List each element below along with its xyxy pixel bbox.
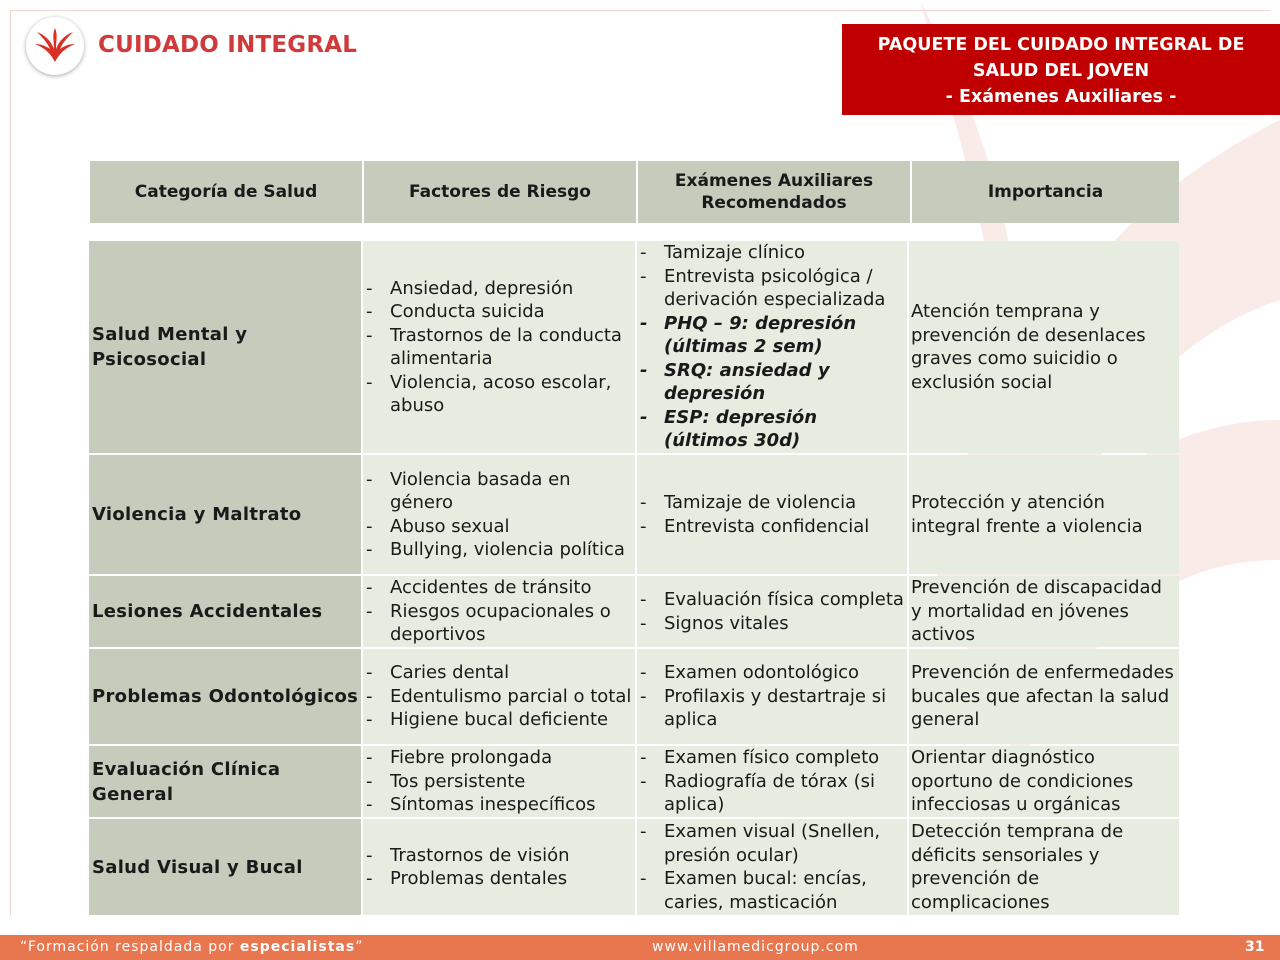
exam-item: - Profilaxis y destartraje si aplica bbox=[637, 685, 907, 732]
row-importance: Atención temprana y prevención de desenlaces graves como suicidio o exclusión social bbox=[907, 241, 1179, 453]
risk-item: - Conducta suicida bbox=[363, 300, 635, 324]
row-importance: Protección y atención integral frente a violencia bbox=[907, 455, 1179, 574]
risk-item: - Violencia, acoso escolar, abuso bbox=[363, 371, 635, 418]
footer-bar bbox=[0, 935, 1280, 960]
frame-line-left bbox=[10, 10, 11, 915]
table-row bbox=[89, 241, 1179, 453]
risk-item: - Tos persistente bbox=[363, 770, 635, 794]
brand-title: CUIDADO INTEGRAL bbox=[98, 32, 358, 58]
row-category: Lesiones Accidentales bbox=[89, 576, 361, 647]
row-exams bbox=[635, 576, 907, 647]
table-row bbox=[89, 746, 1179, 817]
risk-item: - Edentulismo parcial o total bbox=[363, 685, 635, 709]
exam-item: - Evaluación física completa bbox=[637, 588, 907, 612]
row-category: Evaluación Clínica General bbox=[89, 746, 361, 817]
footer-slogan-start: “Formación respaldada por bbox=[20, 939, 240, 955]
frame-line-top bbox=[10, 10, 1270, 11]
exam-item: - Examen odontológico bbox=[637, 661, 907, 685]
row-exams bbox=[635, 819, 907, 915]
risk-item: - Riesgos ocupacionales o deportivos bbox=[363, 600, 635, 647]
row-importance: Prevención de discapacidad y mortalidad en jóvenes activos bbox=[907, 576, 1179, 647]
exam-item: - ESP: depresión (últimos 30d) bbox=[637, 406, 907, 453]
risk-item: - Abuso sexual bbox=[363, 515, 635, 539]
risk-item: - Síntomas inespecíficos bbox=[363, 793, 635, 817]
row-category: Problemas Odontológicos bbox=[89, 649, 361, 744]
slide-title-box bbox=[842, 24, 1280, 115]
slide-title-line-3: - Exámenes Auxiliares - bbox=[945, 87, 1177, 107]
table-row bbox=[89, 576, 1179, 647]
footer-website-link[interactable]: www.villamedicgroup.com bbox=[652, 939, 859, 955]
row-importance: Orientar diagnóstico oportuno de condiciones infecciosas u orgánicas bbox=[907, 746, 1179, 817]
risk-item: - Ansiedad, depresión bbox=[363, 277, 635, 301]
risk-item: - Higiene bucal deficiente bbox=[363, 708, 635, 732]
row-exams bbox=[635, 649, 907, 744]
risk-item: - Violencia basada en género bbox=[363, 468, 635, 515]
row-risk-factors bbox=[361, 649, 635, 744]
footer-slogan-end: ” bbox=[355, 939, 364, 955]
row-category: Violencia y Maltrato bbox=[89, 455, 361, 574]
exam-item: - Tamizaje clínico bbox=[637, 241, 907, 265]
risk-item: - Trastornos de visión bbox=[363, 844, 635, 868]
footer-slogan bbox=[20, 939, 363, 955]
risk-item: - Trastornos de la conducta alimentaria bbox=[363, 324, 635, 371]
column-header-risk-factors: Factores de Riesgo bbox=[364, 161, 636, 223]
exam-item: - PHQ – 9: depresión (últimas 2 sem) bbox=[637, 312, 907, 359]
column-header-importance: Importancia bbox=[912, 161, 1179, 223]
column-header-category: Categoría de Salud bbox=[90, 161, 362, 223]
exam-item: - Entrevista confidencial bbox=[637, 515, 907, 539]
slide-title-line-1: PAQUETE DEL CUIDADO INTEGRAL DE bbox=[877, 35, 1245, 55]
row-risk-factors bbox=[361, 746, 635, 817]
risk-item: - Caries dental bbox=[363, 661, 635, 685]
exam-item: - Examen bucal: encías, caries, masticación bbox=[637, 867, 907, 914]
table-row bbox=[89, 819, 1179, 915]
column-header-exams: Exámenes Auxiliares Recomendados bbox=[638, 161, 910, 223]
exam-item: - SRQ: ansiedad y depresión bbox=[637, 359, 907, 406]
row-category: Salud Visual y Bucal bbox=[89, 819, 361, 915]
row-exams bbox=[635, 746, 907, 817]
row-risk-factors bbox=[361, 576, 635, 647]
exam-item: - Signos vitales bbox=[637, 612, 907, 636]
row-importance: Prevención de enfermedades bucales que afectan la salud general bbox=[907, 649, 1179, 744]
row-exams bbox=[635, 455, 907, 574]
table-row bbox=[89, 455, 1179, 574]
risk-item: - Bullying, violencia política bbox=[363, 538, 635, 562]
page-number: 31 bbox=[1245, 939, 1265, 955]
row-importance: Detección temprana de déficits sensoriales y prevención de complicaciones bbox=[907, 819, 1179, 915]
risk-item: - Problemas dentales bbox=[363, 867, 635, 891]
risk-item: - Fiebre prolongada bbox=[363, 746, 635, 770]
footer-slogan-bold: especialistas bbox=[239, 939, 356, 955]
exam-item: - Examen físico completo bbox=[637, 746, 907, 770]
row-exams bbox=[635, 241, 907, 453]
exam-item: - Examen visual (Snellen, presión ocular) bbox=[637, 820, 907, 867]
exam-item: - Tamizaje de violencia bbox=[637, 491, 907, 515]
table-row bbox=[89, 649, 1179, 744]
exam-item: - Radiografía de tórax (si aplica) bbox=[637, 770, 907, 817]
row-risk-factors bbox=[361, 455, 635, 574]
phoenix-logo-icon bbox=[33, 26, 77, 66]
slide-title-line-2: SALUD DEL JOVEN bbox=[972, 61, 1150, 81]
row-category: Salud Mental y Psicosocial bbox=[89, 241, 361, 453]
row-risk-factors bbox=[361, 241, 635, 453]
risk-item: - Accidentes de tránsito bbox=[363, 576, 635, 600]
brand-logo bbox=[26, 17, 84, 75]
exam-item: - Entrevista psicológica / derivación especializada bbox=[637, 265, 907, 312]
row-risk-factors bbox=[361, 819, 635, 915]
